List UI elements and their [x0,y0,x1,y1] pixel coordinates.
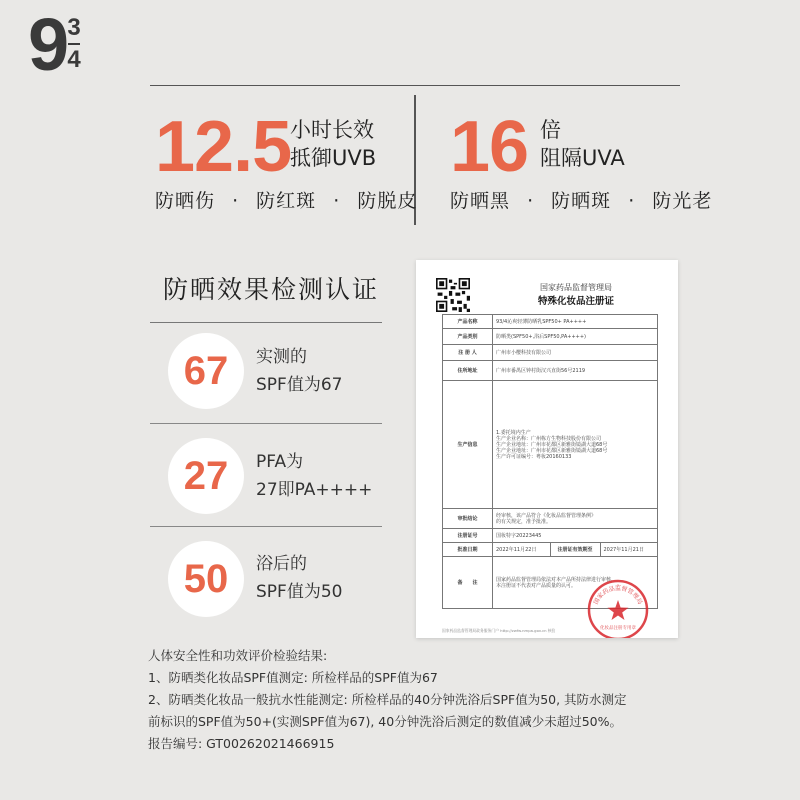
cert-production-line: 生产企业地址：广州市花都区新雅街镜湖大道68号 [496,447,608,454]
stat-spf-line1: 实测的 [256,347,307,367]
stat-circle-spf [168,333,244,409]
cert-section-title: 防晒效果检测认证 [163,275,380,304]
cert-label: 注册证号 [443,529,493,543]
qr-code-icon [436,278,470,312]
features-right [450,186,712,213]
stat-pfa-line1: PFA为 [256,452,304,472]
logo-numerator: 3 [67,14,81,41]
highlight-uvb-text [290,116,376,172]
notes-line-2: 2、防晒类化妆品一般抗水性能测定: 所检样品的40分钟洗浴后SPF值为50, 其防水测定 [148,692,627,707]
cert-table [442,314,658,609]
feature-photoaging: 防光老 [652,190,713,212]
stat-spf-line2: SPF值为67 [256,375,343,395]
feature-dot: · [628,190,636,212]
highlight-uva-text [540,116,625,172]
feature-dot: · [232,190,240,212]
stat-divider [150,423,382,424]
logo-denominator: 4 [67,46,81,73]
cert-production-line: 生产许可证编号：粤妆20160133 [496,453,572,460]
cert-value: 广州市番禺区钟村街汉兴直街56号2119 [493,361,658,381]
logo-fraction-bar [68,43,80,45]
cert-label: 产品名称 [443,315,493,329]
cert-title-divider [150,322,382,323]
cert-label: 生产信息 [443,381,493,509]
feature-erythema: 防红斑 [256,190,317,212]
feature-tanning: 防晒黑 [450,190,511,212]
cert-remark-line: 国家药品监督管理局依法对本产品所持法律进行审核, [496,576,613,583]
cert-value: 2027年11月21日 [600,543,658,557]
feature-dot: · [527,190,535,212]
cert-production-line: 生产企业名称：广州栋方生物科技股份有限公司 [496,435,602,442]
cert-value: 2022年11月22日 [493,543,551,557]
cert-label: 注 册 人 [443,345,493,361]
cert-row [443,381,658,509]
notes-report-number: 报告编号: GT00262021466915 [148,736,335,751]
cert-production-line: 1.委托境内生产 [496,429,531,436]
cert-name: 特殊化妆品注册证 [537,296,614,307]
highlight-uva-line1: 倍 [540,118,561,142]
cert-row [443,529,658,543]
cert-row [443,329,658,345]
feature-peeling: 防脱皮 [357,190,418,212]
feature-sunspot: 防晒斑 [551,190,612,212]
stat-spf-text [256,343,342,399]
cert-agency: 国家药品监督管理局 [540,283,612,292]
cert-remark-line: 本注册证不代表对产品质量的认可。 [496,582,577,589]
test-results-notes [148,645,708,755]
feature-dot: · [333,190,341,212]
cert-label: 备 注 [443,557,493,609]
highlight-uvb-number: 12.5 [155,107,292,187]
cert-label: 批准日期 [443,543,493,557]
notes-heading: 人体安全性和功效评价检验结果: [148,648,328,663]
cert-row [443,509,658,529]
notes-line-3: 前标识的SPF值为50+(实测SPF值为67), 40分钟洗浴后测定的数值减少未超过50%。 [148,714,623,729]
notes-line-1: 1、防晒类化妆品SPF值测定: 所检样品的SPF值为67 [148,670,438,685]
cert-production-line: 生产企业地址：广州市花都区新雅街镜湖大道68号 [496,441,608,448]
cert-conclusion-line: 的有关规定，准予批准。 [496,518,552,525]
stat-pfa-text [256,448,372,504]
cert-value [493,381,658,509]
cert-value [493,509,658,529]
cert-value: 广州市小樱科技有限公司 [493,345,658,361]
stat-water-value: 50 [183,556,229,601]
features-left [155,186,417,213]
highlight-uva-number: 16 [450,107,529,187]
cert-label: 住所地址 [443,361,493,381]
cert-row [443,361,658,381]
registration-certificate [416,260,678,638]
feature-sunburn: 防晒伤 [155,190,216,212]
stat-water-line1: 浴后的 [256,554,307,574]
cert-row [443,315,658,329]
stat-circle-water [168,541,244,617]
highlight-uvb-line1: 小时长效 [290,118,374,142]
stat-pfa-line2: 27即PA++++ [256,480,373,500]
stat-spf-value: 67 [183,348,229,393]
cert-label: 审批结论 [443,509,493,529]
cert-row [443,543,658,557]
seal-subtext: 化妆品注册专用章 [600,626,636,631]
cert-value: 国妆特字20223445 [493,529,658,543]
cert-value: 防晒类(SPF50+,浴后SPF50,PA++++) [493,329,658,345]
stat-circle-pfa [168,438,244,514]
logo-main: 9 [28,3,68,86]
stat-pfa-value: 27 [183,453,229,498]
stat-water-text [256,550,342,606]
cert-value: 93/4沁爽轻薄防晒乳SPF50+ PA++++ [493,315,658,329]
cert-footer: 国家药品监督管理局政务服务门户 http://zwfw.nmpa.gov.cn 核验 [442,628,556,633]
stat-divider [150,526,382,527]
cert-row [443,345,658,361]
cert-label: 产品类别 [443,329,493,345]
cert-label: 注册证有效期至 [550,543,600,557]
highlight-uva-line2: 阻隔UVA [540,146,625,170]
seal-text: 国家药品监督管理局 [592,585,644,606]
stat-water-line2: SPF值为50 [256,582,343,602]
top-divider [150,85,680,86]
cert-conclusion-line: 经审核，该产品符合《化妆品监督管理条例》 [496,512,597,519]
highlight-uvb-line2: 抵御UVB [290,146,377,170]
logo-fraction [64,16,84,72]
